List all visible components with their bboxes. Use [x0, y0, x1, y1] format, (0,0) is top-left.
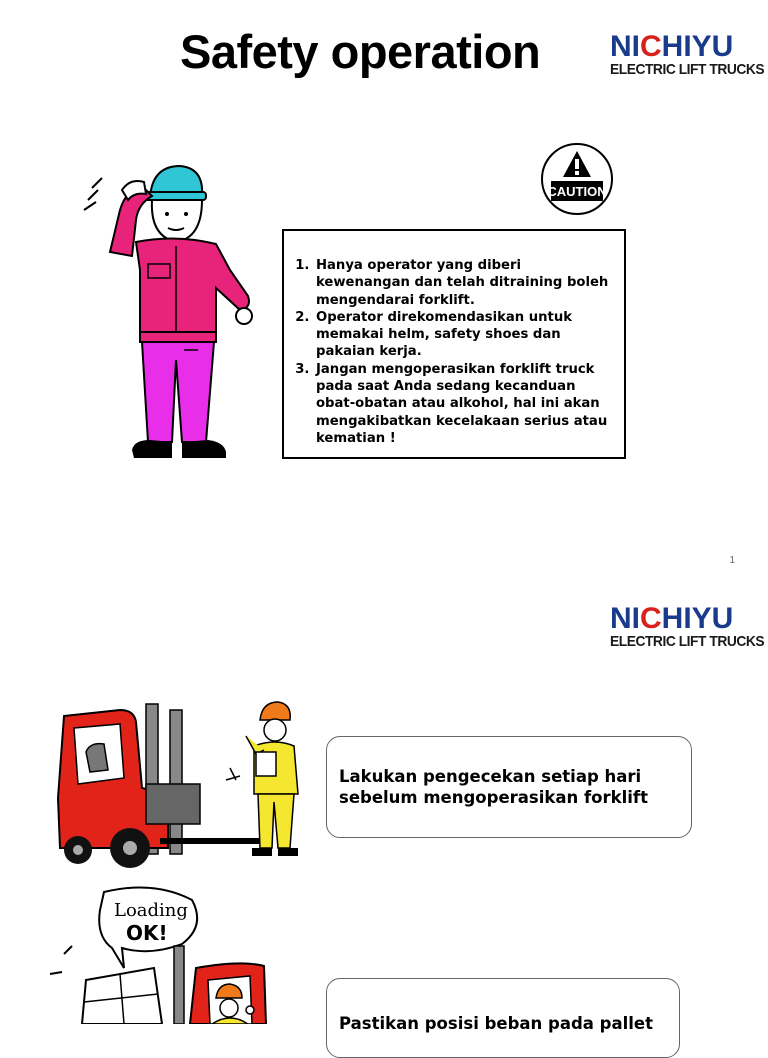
nichiyu-logo [608, 30, 768, 84]
callout-text: Lakukan pengecekan setiap hari sebelum mengoperasikan forklift [339, 767, 648, 807]
caution-sign-icon [539, 141, 615, 217]
callout-load-position [326, 978, 680, 1058]
slide-2 [0, 580, 768, 1033]
safety-rule: 2. Operator direkomendasikan untuk memakai helm, safety shoes dan pakaian kerja. [314, 309, 614, 361]
loading-ok-illustration [46, 886, 296, 1024]
safety-rule: 1. Hanya operator yang diberi kewenangan dan telah ditraining boleh mengendarai forklift. [314, 257, 614, 309]
safety-rules-list [284, 231, 624, 447]
nichiyu-logo [608, 602, 768, 656]
forklift-inspection-illustration [50, 698, 302, 886]
saluting-worker-illustration [80, 160, 260, 470]
logo-brand: NICHIYU [610, 30, 734, 63]
logo-subtitle: ELECTRIC LIFT TRUCKS [610, 633, 765, 650]
callout-text: Pastikan posisi beban pada pallet [339, 1014, 653, 1033]
logo-subtitle: ELECTRIC LIFT TRUCKS [610, 61, 765, 78]
speech-bubble-line1: Loading [114, 900, 188, 921]
callout-daily-check [326, 736, 692, 838]
safety-rules-box [282, 229, 626, 459]
speech-bubble-line2: OK! [126, 921, 168, 945]
logo-brand: NICHIYU [610, 602, 734, 635]
caution-sign-label: CAUTION [547, 184, 607, 199]
page-number: 1 [729, 555, 735, 566]
safety-rule: 3. Jangan mengoperasikan forklift truck pada saat Anda sedang kecanduan obat-obatan atau alkohol, hal ini akan mengakibatkan kecelakaan serius atau kematian ! [314, 361, 614, 447]
slide-title: Safety operation [180, 25, 541, 78]
